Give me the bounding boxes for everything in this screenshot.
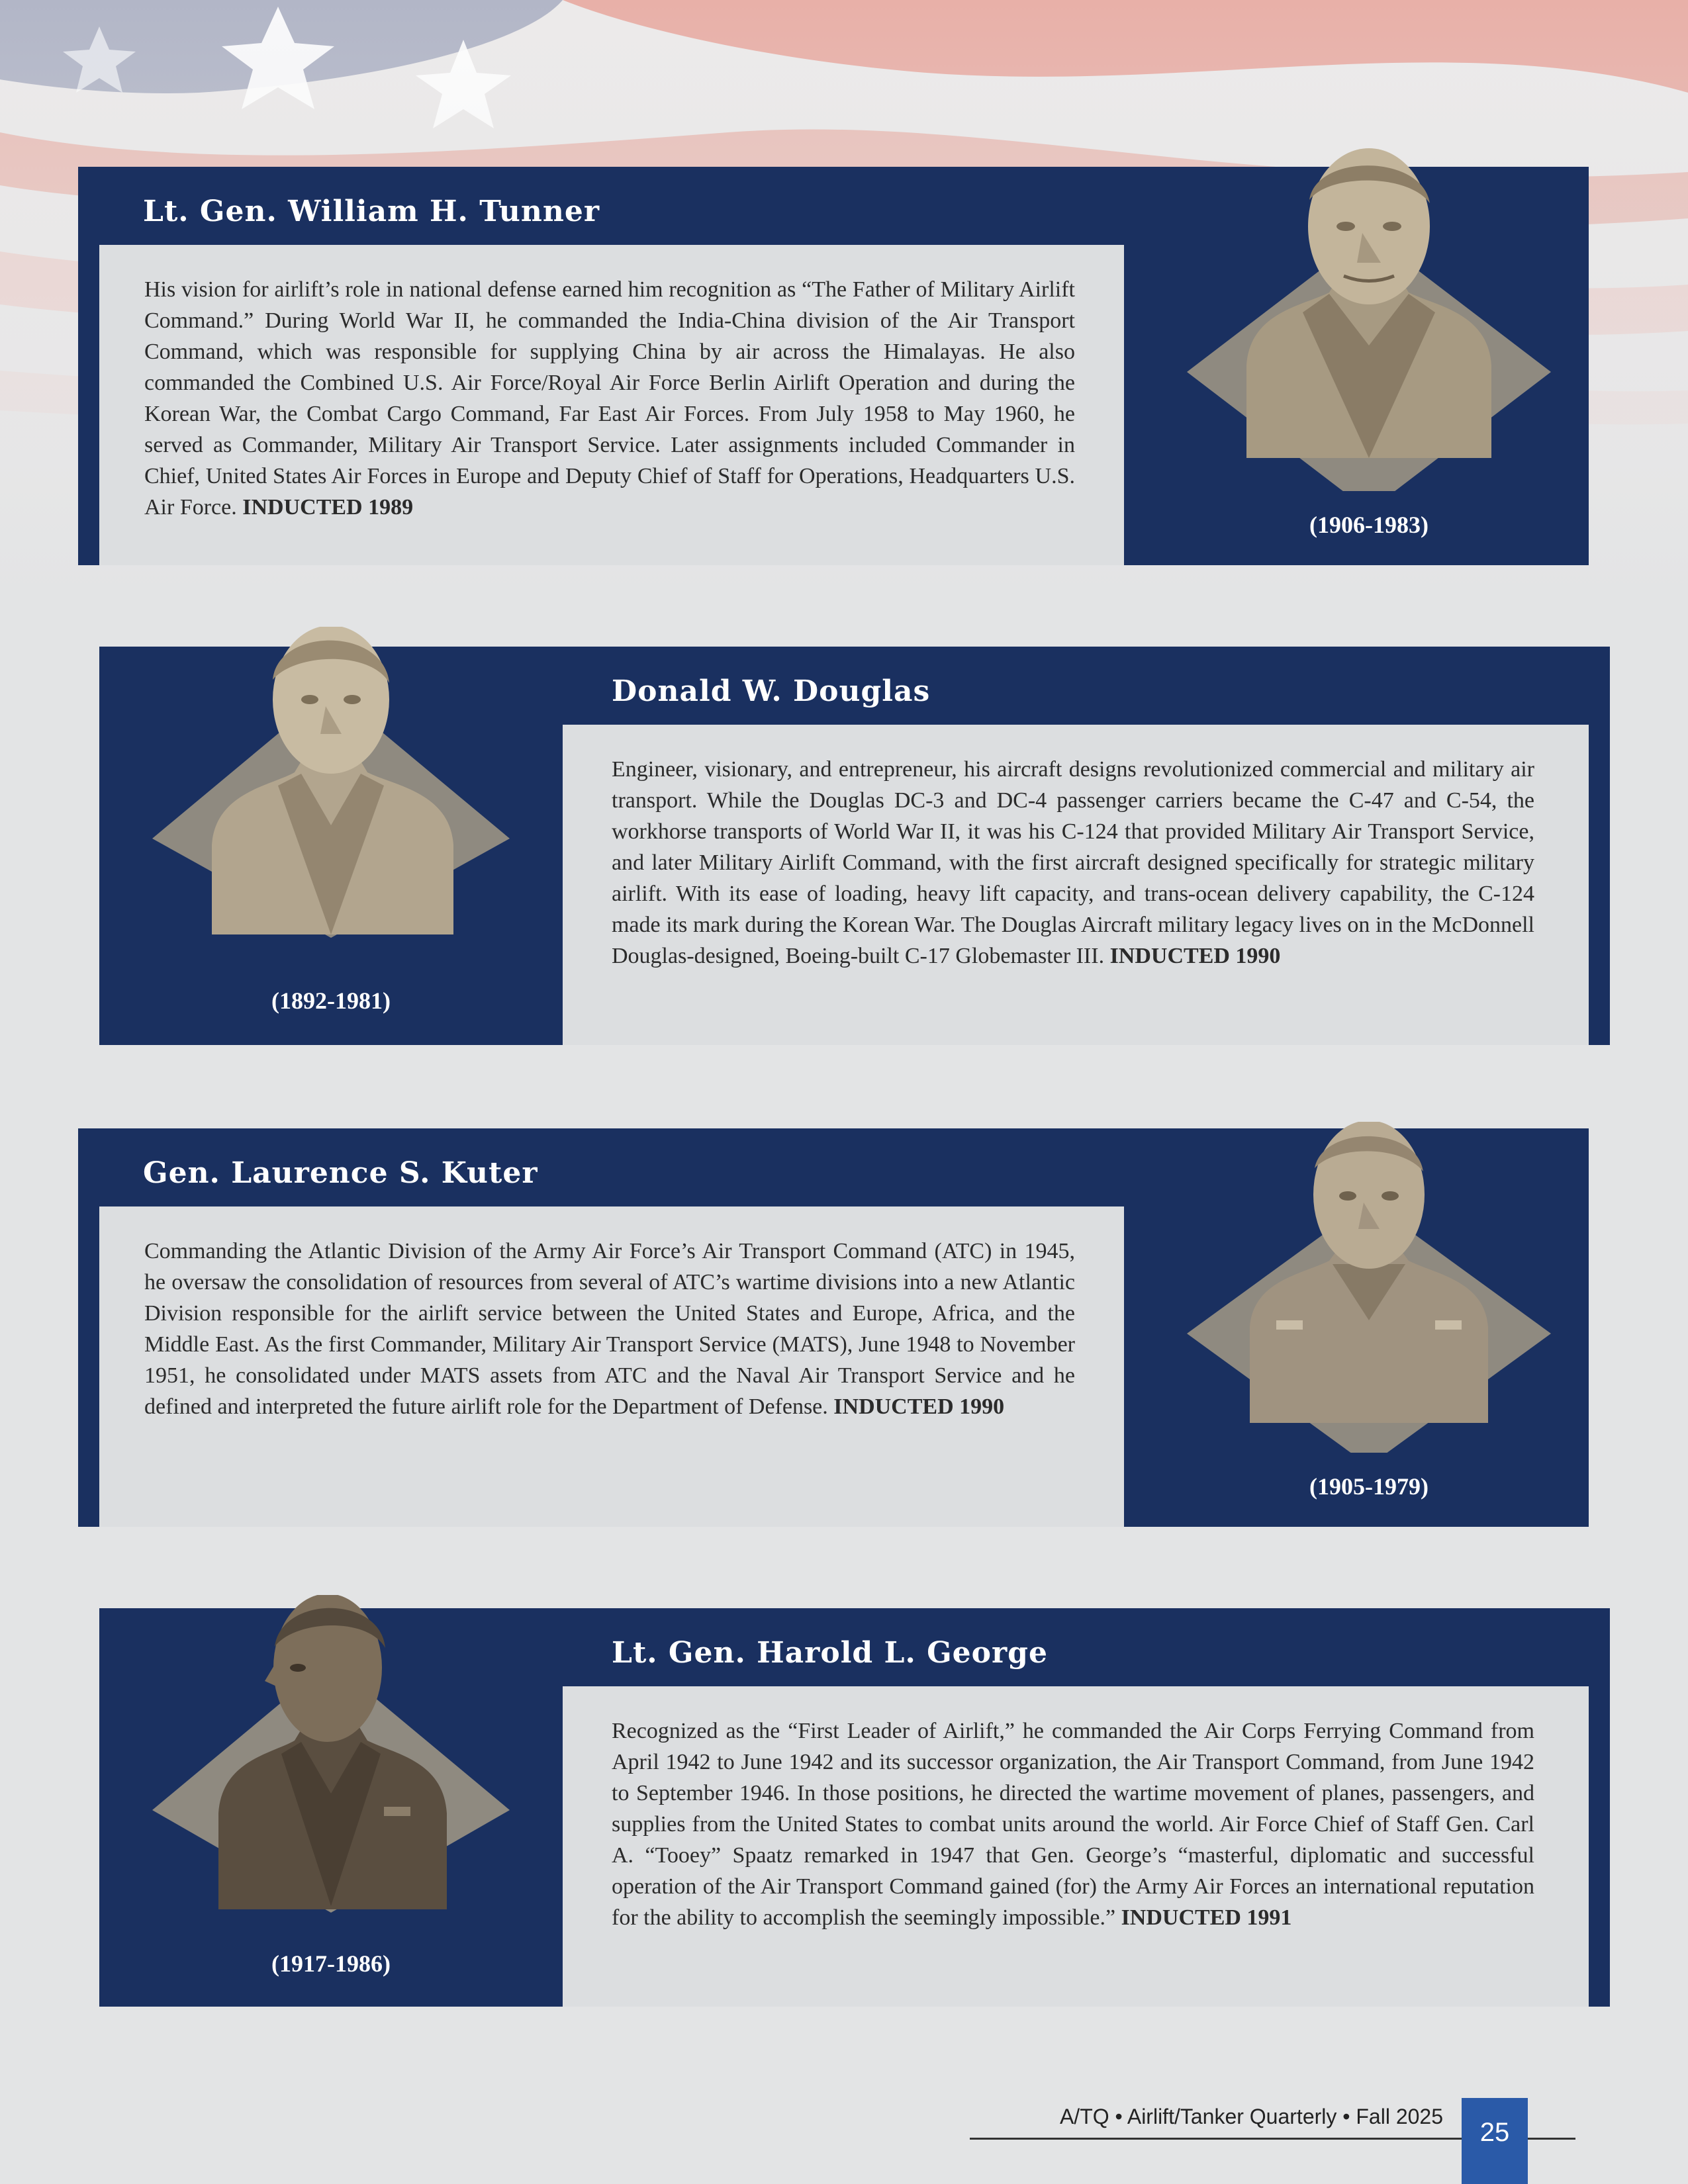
bust-portrait	[139, 1595, 523, 1919]
life-years: (1917-1986)	[271, 1950, 391, 1977]
inductee-name: Lt. Gen. Harold L. George	[612, 1636, 1048, 1670]
life-years: (1905-1979)	[1309, 1473, 1429, 1500]
inductee-bio	[144, 274, 1075, 523]
inductee-bio-panel	[99, 1206, 1124, 1527]
inductee-name: Gen. Laurence S. Kuter	[143, 1156, 538, 1190]
inductee-bio-panel	[563, 1686, 1589, 2007]
inductee-bio	[612, 754, 1534, 972]
inductee-bio-panel	[99, 245, 1124, 565]
inducted-year: INDUCTED 1990	[1109, 944, 1281, 968]
inductee-bio-panel	[563, 725, 1589, 1045]
bio-text: Recognized as the “First Leader of Airlift,” he commanded the Air Corps Ferrying Command from April 1942 to June 1942 and its successor organization, the Air Transport Command, from June 1942 to September 1946. In those positions, he directed the wartime movement of planes, passengers, and supplies from the United States to combat units around the world. Air Force Chief of Staff Gen. Carl A. “Tooey” Spaatz remarked in 1947 that Gen. George’s “masterful, diplomatic and successful operation of the Air Transport Command gained (for) the Army Air Forces an international reputation for the ability to accomplish the seemingly impossible.”	[612, 1719, 1534, 1930]
inducted-year: INDUCTED 1991	[1121, 1905, 1292, 1930]
inductee-name: Lt. Gen. William H. Tunner	[143, 195, 600, 228]
hall-of-fame-card-tunner	[78, 167, 1589, 565]
publication-credit: A/TQ • Airlift/Tanker Quarterly • Fall 2025	[1059, 2105, 1443, 2128]
bio-text: His vision for airlift’s role in national defense earned him recognition as “The Father of Military Airlift Command.” During World War II, he commanded the India-China division of the Air Transport Command, which was responsible for supplying China by air across the Himalayas. He also commanded the Combined U.S. Air Force/Royal Air Force Berlin Airlift Operation and during the Korean War, the Combat Cargo Command, Far East Air Forces. From July 1958 to May 1960, he served as Commander, Military Air Transport Service. Later assignments included Commander in Chief, United States Air Forces in Europe and Deputy Chief of Staff for Operations, Headquarters U.S. Air Force.	[144, 277, 1075, 520]
inductee-bio	[144, 1236, 1075, 1422]
inducted-year: INDUCTED 1989	[242, 495, 414, 520]
hall-of-fame-card-douglas	[99, 647, 1610, 1045]
bust-portrait	[1170, 147, 1568, 491]
bio-text: Commanding the Atlantic Division of the Army Air Force’s Air Transport Command (ATC) in 1945, he oversaw the consolidation of resources from several of ATC’s wartime divisions into a new Atlantic Division responsible for the airlift service between the United States and Europe, Africa, and the Middle East. As the first Commander, Military Air Transport Service (MATS), June 1948 to November 1951, he consolidated under MATS assets from ATC and the Naval Air Transport Service and he defined and interpreted the future airlift role for the Department of Defense.	[144, 1239, 1075, 1419]
inductee-name: Donald W. Douglas	[612, 674, 931, 708]
hall-of-fame-card-kuter	[78, 1128, 1589, 1527]
inductee-bio	[612, 1715, 1534, 1933]
bust-portrait	[139, 627, 523, 944]
page-number: 25	[1479, 2118, 1510, 2147]
bust-portrait	[1170, 1122, 1568, 1453]
page-number-box	[1462, 2098, 1528, 2184]
life-years: (1906-1983)	[1309, 512, 1429, 538]
bio-text: Engineer, visionary, and entrepreneur, his aircraft designs revolutionized commercial and military air transport. While the Douglas DC-3 and DC-4 passenger carriers became the C-47 and C-54, the workhorse transports of World War II, it was his C-124 that provided Military Air Transport Service, and later Military Airlift Command, with the first aircraft designed specifically for strategic military airlift. With its ease of loading, heavy lift capacity, and trans-ocean delivery capability, the C-124 made its mark during the Korean War. The Douglas Aircraft military legacy lives on in the McDonnell Douglas-designed, Boeing-built C-17 Globemaster III.	[612, 757, 1534, 968]
hall-of-fame-card-george	[99, 1608, 1610, 2007]
life-years: (1892-1981)	[271, 987, 391, 1014]
inducted-year: INDUCTED 1990	[833, 1394, 1005, 1419]
